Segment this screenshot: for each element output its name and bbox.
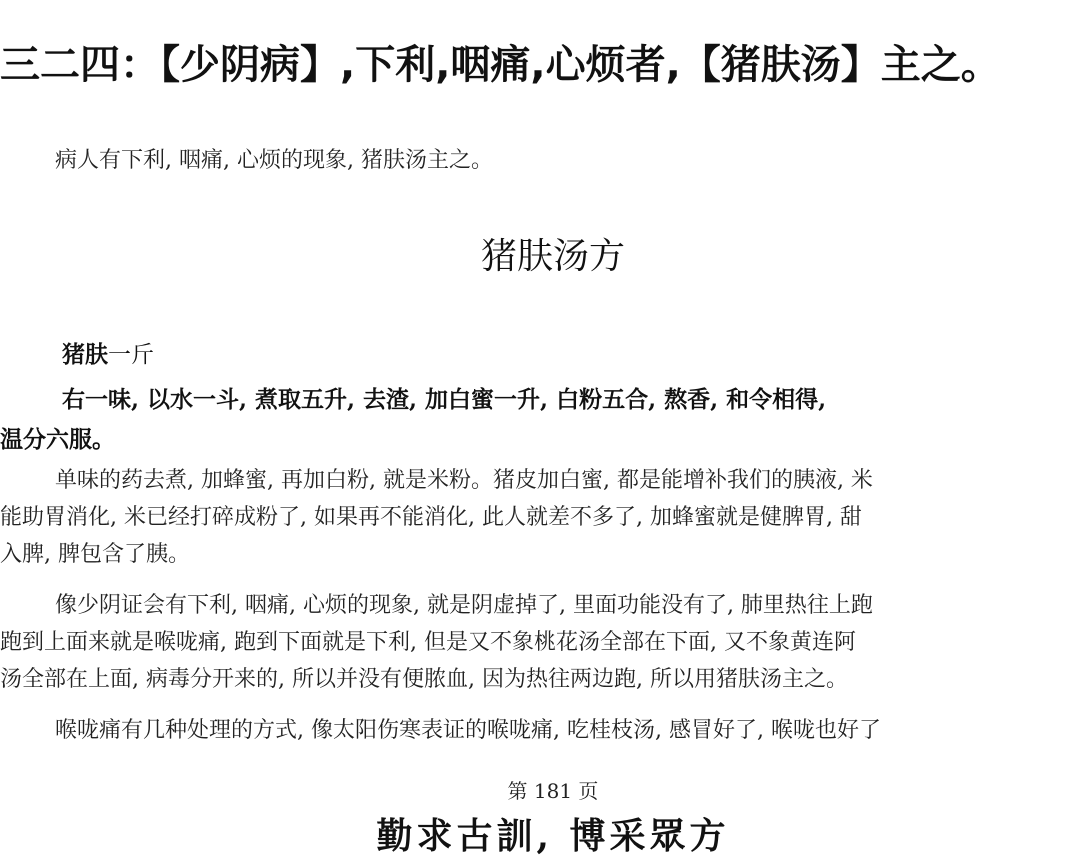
- paragraph-line: 跑到上面来就是喉咙痛, 跑到下面就是下利, 但是又不象桃花汤全部在下面, 又不象黄连阿: [0, 630, 856, 655]
- ingredient-line: [62, 338, 154, 372]
- page-number: 第 181 页: [507, 779, 599, 803]
- footer-motto: 勤求古訓, 博采眾方: [376, 815, 730, 857]
- intro-text: 病人有下利, 咽痛, 心烦的现象, 猪肤汤主之。: [55, 148, 493, 173]
- section-heading: 三二四：【少阴病】,下利,咽痛,心烦者,【猪肤汤】主之。: [0, 42, 1001, 88]
- paragraph-line: 像少阴证会有下利, 咽痛, 心烦的现象, 就是阴虚掉了, 里面功能没有了, 肺里热往上跑: [55, 593, 873, 618]
- paragraph-3: [0, 712, 1080, 749]
- paragraph-2: [0, 587, 1080, 698]
- paragraph-1: [0, 462, 1080, 573]
- paragraph-line: 汤全部在上面, 病毒分开来的, 所以并没有便脓血, 因为热往两边跑, 所以用猪肤汤主之。: [0, 667, 848, 692]
- formula-instruction: [0, 380, 1080, 460]
- ingredient-name: 猪肤: [62, 341, 108, 368]
- ingredient-amount: 一斤: [108, 342, 154, 368]
- instruction-line: 温分六服。: [0, 426, 115, 453]
- formula-title: 猪肤汤方: [480, 236, 625, 277]
- paragraph-line: 单味的药去煮, 加蜂蜜, 再加白粉, 就是米粉。猪皮加白蜜, 都是能增补我们的胰液, 米: [55, 468, 873, 493]
- paragraph-line: 喉咙痛有几种处理的方式, 像太阳伤寒表证的喉咙痛, 吃桂枝汤, 感冒好了, 喉咙也好了: [55, 718, 881, 743]
- paragraph-line: 能助胃消化, 米已经打碎成粉了, 如果再不能消化, 此人就差不多了, 加蜂蜜就是健脾胃, 甜: [0, 505, 862, 530]
- instruction-line: 右一味, 以水一斗, 煮取五升, 去渣, 加白蜜一升, 白粉五合, 熬香, 和令相得,: [62, 386, 827, 413]
- paragraph-line: 入脾, 脾包含了胰。: [0, 542, 190, 567]
